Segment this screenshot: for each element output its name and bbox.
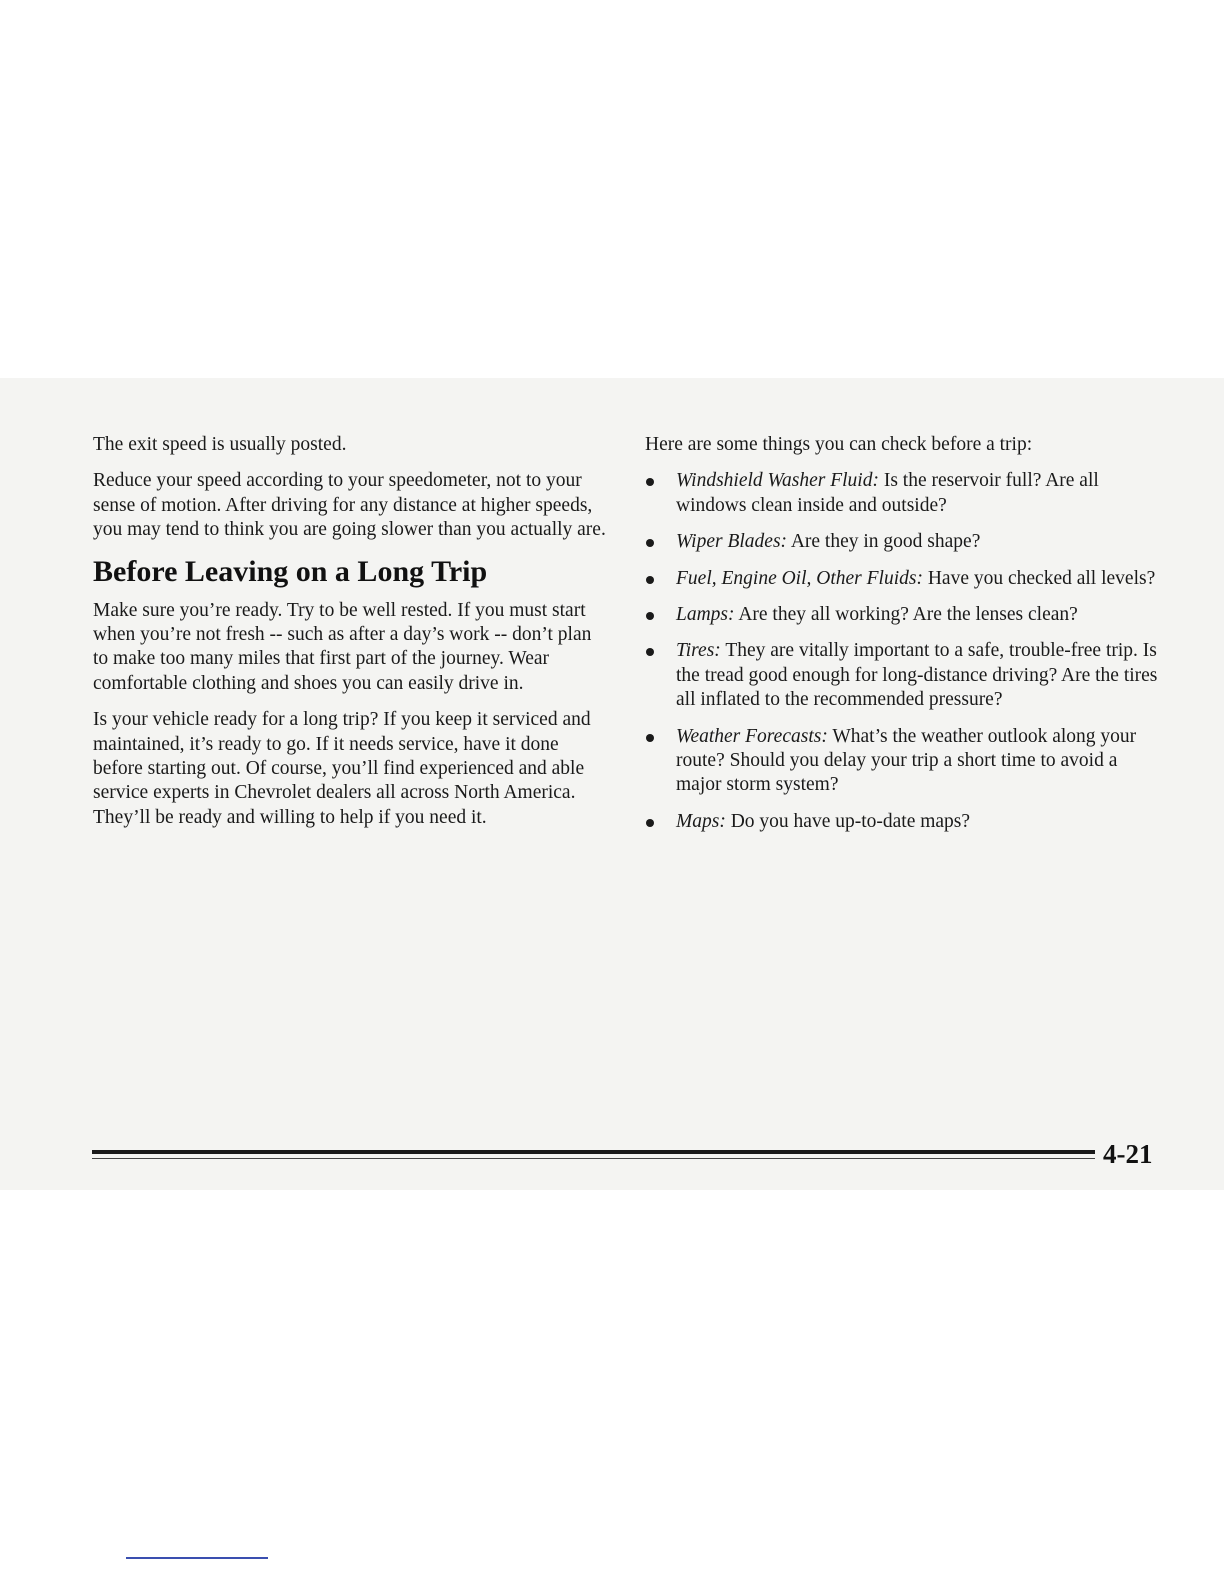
checklist-text: Are they in good shape? xyxy=(787,531,981,553)
checklist-term: Lamps: xyxy=(676,604,735,626)
checklist-item-lamps xyxy=(645,603,1165,627)
footer-rule xyxy=(92,1150,1095,1154)
checklist-text: Do you have up-to-date maps? xyxy=(725,810,971,832)
checklist-text: What’s the weather outlook along your route? Should you delay your trip a short time to avoid a major storm system? xyxy=(676,725,1137,796)
exit-speed-paragraph: The exit speed is usually posted. xyxy=(93,434,347,455)
checklist-term: Fuel, Engine Oil, Other Fluids: xyxy=(676,567,923,589)
be-ready-paragraph: Make sure you’re ready. Try to be well rested. If you must start when you’re not fresh -- such as after a day’s work -- don’t plan to make too many miles that first part of the journey. Wear comfortable clothing and shoes you can easily drive in. xyxy=(93,599,592,694)
bullet-icon xyxy=(646,576,654,584)
footer-rule-thin xyxy=(92,1158,1095,1159)
checklist-text: They are vitally important to a safe, trouble-free trip. Is the tread good enough for long-distance driving? Are the tires all inflated to the recommended pressure? xyxy=(676,640,1158,711)
bullet-icon xyxy=(646,612,654,620)
section-heading: Before Leaving on a Long Trip xyxy=(93,554,488,588)
reduce-speed-paragraph: Reduce your speed according to your speedometer, not to your sense of motion. After driving for any distance at higher speeds, you may tend to think you are going slower than you actually are. xyxy=(93,470,606,541)
bullet-icon xyxy=(646,819,654,827)
bottom-link-underline xyxy=(126,1557,268,1559)
trip-checklist xyxy=(645,469,1165,834)
checklist-term: Wiper Blades: xyxy=(676,531,788,553)
checklist-text: Is the reservoir full? Are all windows clean inside and outside? xyxy=(676,470,1099,516)
page-number: 4-21 xyxy=(1103,1139,1153,1169)
checklist-item-washer-fluid xyxy=(645,469,1165,518)
checklist-term: Windshield Washer Fluid: xyxy=(676,470,879,492)
checklist-term: Weather Forecasts: xyxy=(676,725,828,747)
checklist-intro: Here are some things you can check before a trip: xyxy=(645,434,1033,455)
checklist-item-tires xyxy=(645,639,1165,712)
bullet-icon xyxy=(646,478,654,486)
vehicle-ready-paragraph: Is your vehicle ready for a long trip? If you keep it serviced and maintained, it’s ready to go. If it needs service, have it done before starting out. Of course, you’ll find experienced and able service experts in Chevrolet dealers all across North America. They’ll be ready and willing to help if you need it. xyxy=(93,709,591,828)
checklist-item-maps xyxy=(645,810,1165,834)
checklist-text: Have you checked all levels? xyxy=(922,567,1156,589)
checklist-item-wiper-blades xyxy=(645,530,1165,554)
checklist-term: Maps: xyxy=(676,810,726,832)
bullet-icon xyxy=(646,539,654,547)
bullet-icon xyxy=(646,734,654,742)
checklist-term: Tires: xyxy=(676,640,721,662)
bullet-icon xyxy=(646,648,654,656)
left-column xyxy=(93,433,608,842)
checklist-text: Are they all working? Are the lenses clean? xyxy=(734,604,1078,626)
right-column xyxy=(645,433,1165,846)
checklist-item-fluids xyxy=(645,567,1165,591)
checklist-item-weather xyxy=(645,725,1165,798)
